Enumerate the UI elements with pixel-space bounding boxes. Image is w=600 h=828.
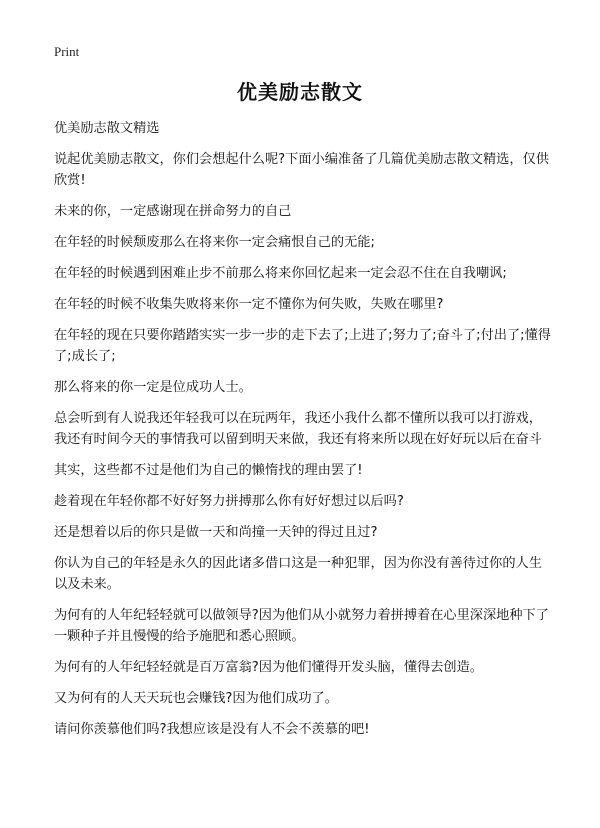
paragraph: 请问你羡慕他们吗?我想应该是没有人不会不羡慕的吧!	[54, 722, 370, 737]
paragraph: 那么将来的你一定是位成功人士。	[54, 380, 252, 395]
paragraph: 在年轻的现在只要你踏踏实实一步一步的走下去了;上进了;努力了;奋斗了;付出了;懂得了;成长了;	[54, 328, 551, 364]
paragraph: 在年轻的时候不收集失败将来你一定不懂你为何失败，失败在哪里?	[54, 297, 444, 312]
paragraph: 总会听到有人说我还年轻我可以在玩两年，我还小我什么都不懂所以我可以打游戏，我还有时间今天的事情我可以留到明天来做，我还有将来所以现在好好玩以后在奋斗	[54, 411, 542, 447]
paragraph: 说起优美励志散文，你们会想起什么呢?下面小编准备了几篇优美励志散文精选，仅供欣赏!	[54, 152, 549, 188]
article-body	[54, 118, 554, 750]
paragraph: 在年轻的时候颓废那么在将来你一定会痛恨自己的无能;	[54, 235, 375, 250]
print-link[interactable]: Print	[54, 44, 80, 59]
paragraph: 其实，这些都不过是他们为自己的懒惰找的理由罢了!	[54, 463, 363, 478]
paragraph: 你认为自己的年轻是永久的因此诸多借口这是一种犯罪，因为你没有善待过你的人生以及未来。	[54, 556, 542, 592]
article-title: 优美励志散文	[237, 80, 363, 104]
paragraph: 为何有的人年纪轻轻就是百万富翁?因为他们懂得开发头脑，懂得去创造。	[54, 660, 483, 675]
paragraph: 优美励志散文精选	[54, 121, 160, 136]
paragraph: 为何有的人年纪轻轻就可以做领导?因为他们从小就努力着拼搏着在心里深深地种下了一颗种子并且慢慢的给予施肥和悉心照顾。	[54, 608, 549, 644]
paragraph: 未来的你，一定感谢现在拼命努力的自己	[54, 204, 292, 219]
paragraph: 还是想着以后的你只是做一天和尚撞一天钟的得过且过?	[54, 525, 378, 540]
paragraph: 又为何有的人天天玩也会赚钱?因为他们成功了。	[54, 691, 338, 706]
paragraph: 趁着现在年轻你都不好好努力拼搏那么你有好好想过以后吗?	[54, 494, 404, 509]
paragraph: 在年轻的时候遇到困难止步不前那么将来你回忆起来一定会忍不住在自我嘲讽;	[54, 266, 507, 281]
